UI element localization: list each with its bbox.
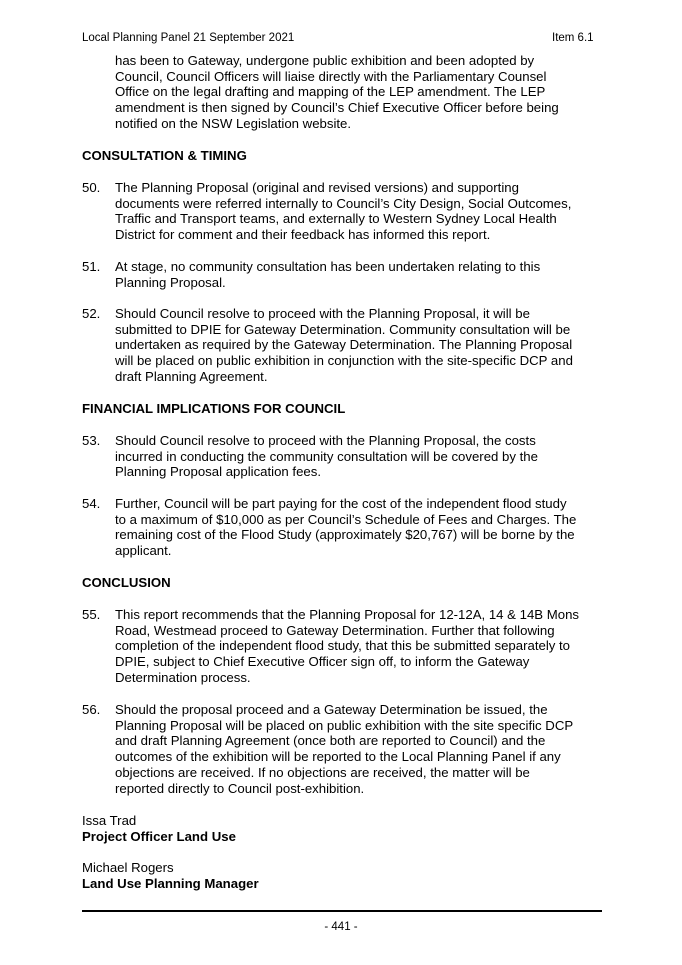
text-line: Should Council resolve to proceed with the Planning Proposal, it will be (115, 306, 530, 321)
header-left: Local Planning Panel 21 September 2021 (82, 32, 295, 44)
text-line: Should the proposal proceed and a Gateway Determination be issued, the (115, 702, 548, 717)
paragraph-number-51: 51. (82, 259, 101, 274)
paragraph-55 (115, 607, 605, 686)
text-line: Should Council resolve to proceed with the Planning Proposal, the costs (115, 433, 536, 448)
text-line: and draft Planning Agreement (once both are reported to Council) and the (115, 733, 546, 749)
paragraph-number-56: 56. (82, 702, 101, 717)
signatory-name: Michael Rogers (82, 860, 174, 875)
paragraph-53 (115, 433, 605, 480)
text-line: Determination process. (115, 669, 251, 685)
paragraph-52 (115, 306, 605, 385)
text-line: Further, Council will be part paying for the cost of the independent flood study (115, 496, 567, 511)
text-line: Planning Proposal. (115, 274, 226, 290)
heading-consultation: CONSULTATION & TIMING (82, 148, 247, 163)
text-line: remaining cost of the Flood Study (approximately $20,767) will be borne by the (115, 527, 575, 543)
paragraph-56 (115, 702, 605, 796)
text-line: submitted to DPIE for Gateway Determination. Community consultation will be (115, 321, 571, 337)
text-line: to a maximum of $10,000 as per Council’s Schedule of Fees and Charges. The (115, 511, 577, 527)
text-line: Traffic and Transport teams, and externally to Western Sydney Local Health (115, 211, 557, 227)
signatory-title: Land Use Planning Manager (82, 876, 259, 891)
text-line: reported directly to Council post-exhibition. (115, 780, 365, 796)
text-line: notified on the NSW Legislation website. (115, 115, 352, 131)
signatory-title: Project Officer Land Use (82, 829, 236, 844)
signatory-name: Issa Trad (82, 813, 137, 828)
text-line: completion of the independent flood study, that this be submitted separately to (115, 638, 571, 654)
paragraph-number-55: 55. (82, 607, 101, 622)
text-line: will be placed on public exhibition in conjunction with the site-specific DCP and (115, 353, 573, 369)
text-line: The Planning Proposal (original and revised versions) and supporting (115, 180, 519, 195)
text-line: draft Planning Agreement. (115, 368, 268, 384)
footer-divider (82, 910, 602, 912)
heading-conclusion: CONCLUSION (82, 575, 171, 590)
paragraph-number-50: 50. (82, 180, 101, 195)
text-line: Council, Council Officers will liaise directly with the Parliamentary Counsel (115, 68, 547, 84)
heading-financial: FINANCIAL IMPLICATIONS FOR COUNCIL (82, 401, 346, 416)
text-line: Road, Westmead proceed to Gateway Determination. Further that following (115, 622, 555, 638)
text-line: outcomes of the exhibition will be reported to the Local Planning Panel if any (115, 749, 561, 765)
paragraph-number-54: 54. (82, 496, 101, 511)
text-line: At stage, no community consultation has been undertaken relating to this (115, 259, 541, 274)
text-line: undertaken as required by the Gateway Determination. The Planning Proposal (115, 337, 573, 353)
paragraph-number-52: 52. (82, 306, 101, 321)
paragraph-54 (115, 496, 605, 559)
text-line: incurred in conducting the community consultation will be covered by the (115, 448, 538, 464)
paragraph-50 (115, 180, 605, 243)
paragraph-51 (115, 259, 605, 290)
header-item-number: Item 6.1 (552, 32, 594, 44)
paragraph-number-53: 53. (82, 433, 101, 448)
text-line: District for comment and their feedback has informed this report. (115, 227, 491, 243)
text-line: documents were referred internally to Council’s City Design, Social Outcomes, (115, 195, 572, 211)
signatory-2 (82, 860, 259, 892)
text-line: Office on the legal drafting and mapping of the LEP amendment. The LEP (115, 84, 546, 100)
text-line: has been to Gateway, undergone public exhibition and been adopted by (115, 53, 535, 68)
text-line: amendment is then signed by Council’s Chief Executive Officer before being (115, 100, 559, 116)
text-line: objections are received. If no objections are received, the matter will be (115, 764, 530, 780)
text-line: DPIE, subject to Chief Executive Officer sign off, to inform the Gateway (115, 654, 530, 670)
text-line: Planning Proposal will be placed on public exhibition with the site specific DCP (115, 717, 574, 733)
text-line: This report recommends that the Planning Proposal for 12-12A, 14 & 14B Mons (115, 607, 580, 622)
page-number: - 441 - (324, 921, 358, 933)
intro-paragraph (115, 53, 605, 132)
text-line: applicant. (115, 543, 172, 559)
signatory-1 (82, 813, 236, 845)
text-line: Planning Proposal application fees. (115, 464, 322, 480)
